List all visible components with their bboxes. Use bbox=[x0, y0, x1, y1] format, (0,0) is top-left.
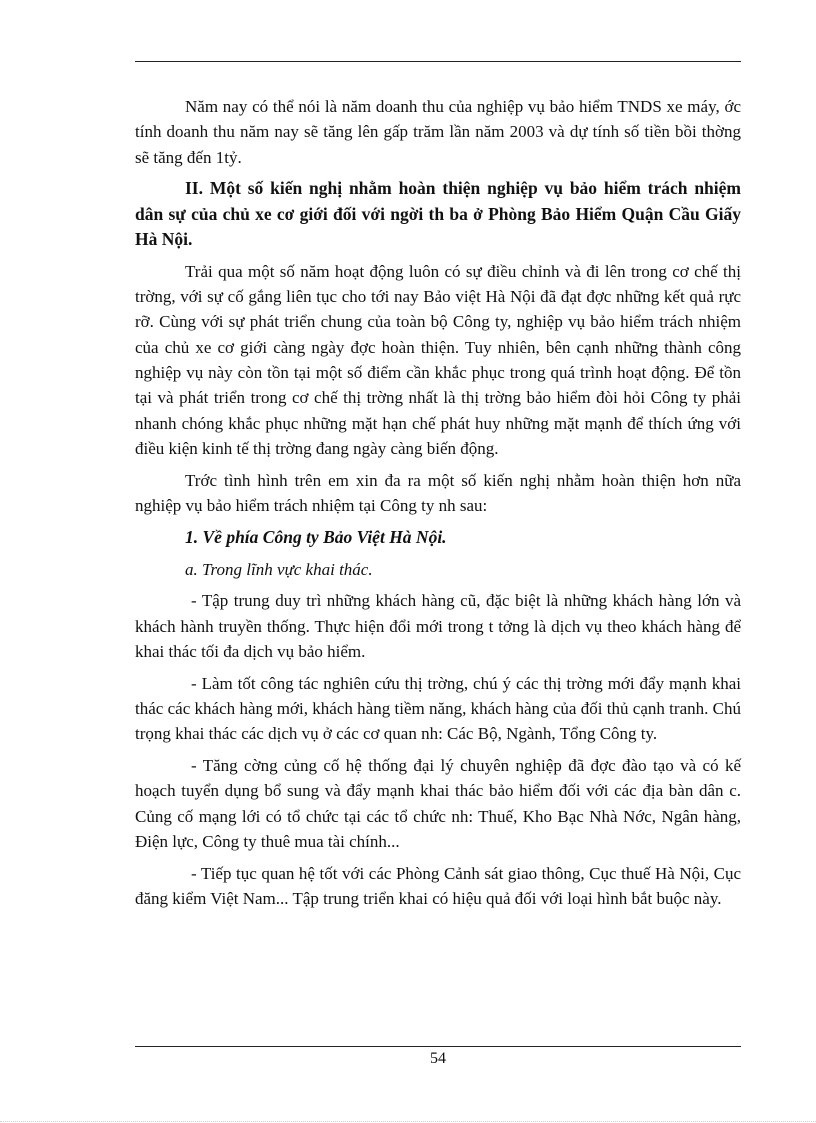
paragraph-tnds-revenue: Năm nay có thể nói là năm doanh thu của nghiệp vụ bảo hiểm TNDS xe máy, ớc tính doanh thu năm nay sẽ tăng lên gấp trăm lần năm 2003 và dự tính số tiền bồi thờng sẽ tăng đến 1tỷ. bbox=[135, 97, 741, 167]
subheading-exploitation: a. Trong lĩnh vực khai thác. bbox=[185, 559, 373, 579]
list-item: - Tập trung duy trì những khách hàng cũ, đặc biệt là những khách hàng lớn và khách hành truyền thống. Thực hiện đổi mới trong t tởng là dịch vụ theo khách hàng để khai thác tối đa dịch vụ bảo hiểm. bbox=[135, 591, 741, 661]
section-heading: II. Một số kiến nghị nhằm hoàn thiện nghiệp vụ bảo hiểm trách nhiệm dân sự của chủ xe cơ giới đối với ngời th ba ở Phòng Bảo Hiểm Quận Cầu Giấy Hà Nội. bbox=[135, 178, 741, 249]
list-item: - Tăng cờng củng cố hệ thống đại lý chuyên nghiệp đã đợc đào tạo và có kế hoạch tuyển dụng bổ sung và đẩy mạnh khai thác bảo hiểm đối với các địa bàn dân c. Củng cố mạng lới có tổ chức tại các tổ chức nh: Thuế, Kho Bạc Nhà Nớc, Ngân hàng, Điện lực, Công ty thuê mua tài chính... bbox=[135, 756, 741, 852]
list-item: - Làm tốt công tác nghiên cứu thị trờng, chú ý các thị trờng mới đẩy mạnh khai thác các khách hàng mới, khách hàng tiềm năng, khách hàng của đối thủ cạnh tranh. Chú trọng khai thác các dịch vụ ở các cơ quan nh: Các Bộ, Ngành, Tổng Công ty. bbox=[135, 673, 741, 744]
list-item: - Tiếp tục quan hệ tốt với các Phòng Cảnh sát giao thông, Cục thuế Hà Nội, Cục đăng kiểm Việt Nam... Tập trung triển khai có hiệu quả đối với loại hình bắt buộc này. bbox=[135, 863, 741, 909]
page-number: 54 bbox=[430, 1050, 446, 1067]
page-edge-divider bbox=[0, 1121, 816, 1122]
page-body bbox=[135, 94, 741, 918]
paragraph-overview: Trải qua một số năm hoạt động luôn có sự điều chỉnh và đi lên trong cơ chế thị trờng, với sự cố gắng liên tục cho tới nay Bảo việt Hà Nội đã đạt đợc những kết quả rực rỡ. Cùng với sự phát triển chung của toàn bộ Công ty, nghiệp vụ bảo hiểm trách nhiệm của chủ xe cơ giới càng ngày đợc hoàn thiện. Tuy nhiên, bên cạnh những thành công nghiệp vụ này còn tồn tại một số điểm cần khắc phục trong quá trình hoạt động. Để tồn tại và phát triển trong cơ chế thị trờng nhất là thị trờng bảo hiểm đòi hỏi Công ty phải nhanh chóng khắc phục những mặt hạn chế phát huy những mặt mạnh để thích ứng với điều kiện kinh tế thị trờng đang ngày càng biến động. bbox=[135, 261, 741, 458]
paragraph-recommendation-intro: Trớc tình hình trên em xin đa ra một số kiến nghị nhằm hoàn thiện hơn nữa nghiệp vụ bảo hiểm trách nhiệm tại Công ty nh sau: bbox=[135, 470, 741, 515]
header-rule bbox=[135, 61, 741, 62]
footer-rule bbox=[135, 1046, 741, 1047]
subheading-company: 1. Về phía Công ty Bảo Việt Hà Nội. bbox=[185, 526, 447, 547]
